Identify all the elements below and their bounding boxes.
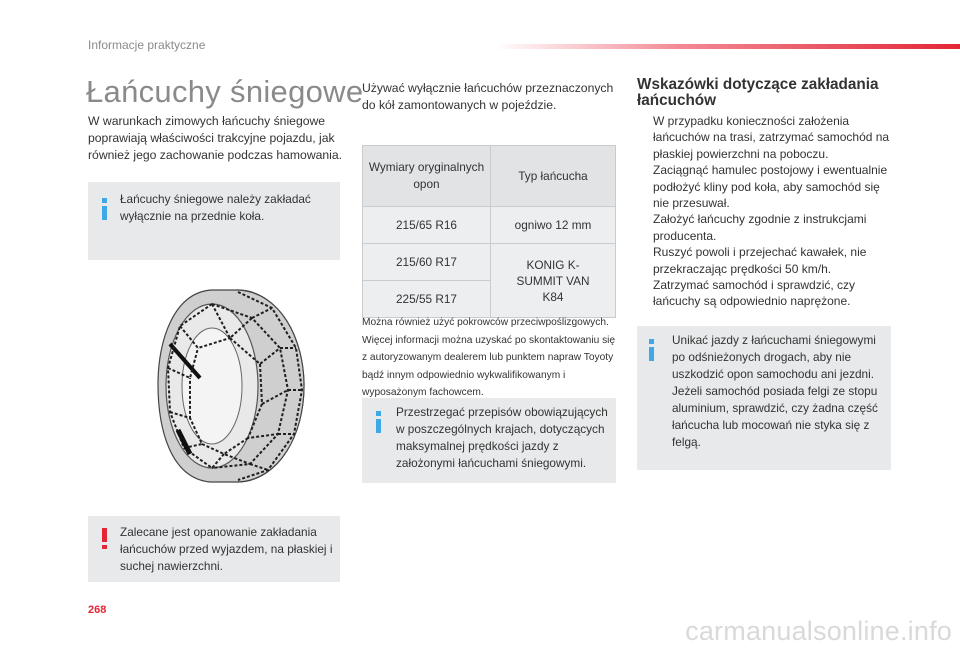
list-item: Zatrzymać samochód i sprawdzić, czy łańcuchy są odpowiednio naprężone. bbox=[653, 278, 856, 309]
table-header-chain-type: Typ łańcucha bbox=[491, 146, 616, 207]
table-cell-tire: 215/65 R16 bbox=[363, 207, 491, 244]
list-item: Założyć łańcuchy zgodnie z instrukcjami producenta. bbox=[653, 212, 867, 243]
snow-chain-tire-illustration bbox=[140, 278, 320, 498]
info-box-text: Łańcuchy śniegowe należy zakładać wyłącznie na przednie koła. bbox=[120, 192, 311, 223]
info-box-text: Przestrzegać przepisów obowiązujących w poszczególnych krajach, dotyczących maksymalnej prędkości jazdy z założonymi łańcuchami śniegowymi. bbox=[396, 405, 608, 470]
table-cell-chain: ogniwo 12 mm bbox=[491, 207, 616, 244]
info-box-text: Unikać jazdy z łańcuchami śniegowymi po odśnieżonych drogach, aby nie uszkodzić opon samochodu ani jezdni. Jeżeli samochód posiada felgi ze stopu aluminium, sprawdzić, czy żadna część łańcucha lub mocowań nie styka się z felgą. bbox=[672, 333, 878, 449]
table-header-tire-size: Wymiary oryginalnych opon bbox=[363, 146, 491, 207]
header-accent-bar bbox=[495, 44, 960, 49]
table-header-row bbox=[363, 146, 616, 207]
watermark: carmanualsonline.info bbox=[685, 616, 952, 646]
fitting-steps-list bbox=[637, 113, 892, 310]
page-title: Łańcuchy śniegowe bbox=[86, 74, 364, 109]
info-icon bbox=[102, 198, 107, 220]
table-cell-chain: KONIG K-SUMMIT VAN K84 bbox=[491, 244, 616, 318]
table-row bbox=[363, 244, 616, 281]
tire-chain-table bbox=[362, 145, 616, 318]
info-box-front-wheels bbox=[88, 182, 340, 260]
anti-skid-note: Można również użyć pokrowców przeciwpoślizgowych. Więcej informacji można uzyskać po skontaktowaniu się z autoryzowanym dealerem lub punktem napraw Toyoty bądź innym odpowiednio wykwalifikowanym i wyposażonym fachowcem. bbox=[362, 317, 616, 399]
middle-intro: Używać wyłącznie łańcuchów przeznaczonych do kół zamontowanych w pojeździe. bbox=[362, 81, 614, 112]
info-icon bbox=[649, 339, 654, 361]
section-title-fitting-tips: Wskazówki dotyczące zakładania łańcuchów bbox=[637, 76, 879, 109]
info-box-regulations bbox=[362, 398, 616, 483]
section-header: Informacje praktyczne bbox=[88, 38, 206, 52]
table-cell-tire: 225/55 R17 bbox=[363, 281, 491, 318]
intro-paragraph: W warunkach zimowych łańcuchy śniegowe poprawiają właściwości trakcyjne pojazdu, jak również jego zachowanie podczas hamowania. bbox=[88, 114, 343, 162]
warning-box-text: Zalecane jest opanowanie zakładania łańcuchów przed wyjazdem, na płaskiej i suchej nawierzchni. bbox=[120, 525, 333, 573]
list-item: Ruszyć powoli i przejechać kawałek, nie przekraczając prędkości 50 km/h. bbox=[653, 245, 867, 276]
table-row bbox=[363, 207, 616, 244]
warning-icon bbox=[102, 528, 107, 549]
info-box-cleared-roads bbox=[637, 326, 891, 470]
list-item: Zaciągnąć hamulec postojowy i ewentualnie podłożyć kliny pod koła, aby samochód się nie przesuwał. bbox=[653, 163, 888, 211]
warning-box-practice bbox=[88, 516, 340, 582]
page-number: 268 bbox=[88, 604, 107, 616]
table-cell-tire: 215/60 R17 bbox=[363, 244, 491, 281]
info-icon bbox=[376, 411, 381, 433]
list-item: W przypadku konieczności założenia łańcuchów na trasi, zatrzymać samochód na płaskiej powierzchni na poboczu. bbox=[653, 114, 890, 161]
